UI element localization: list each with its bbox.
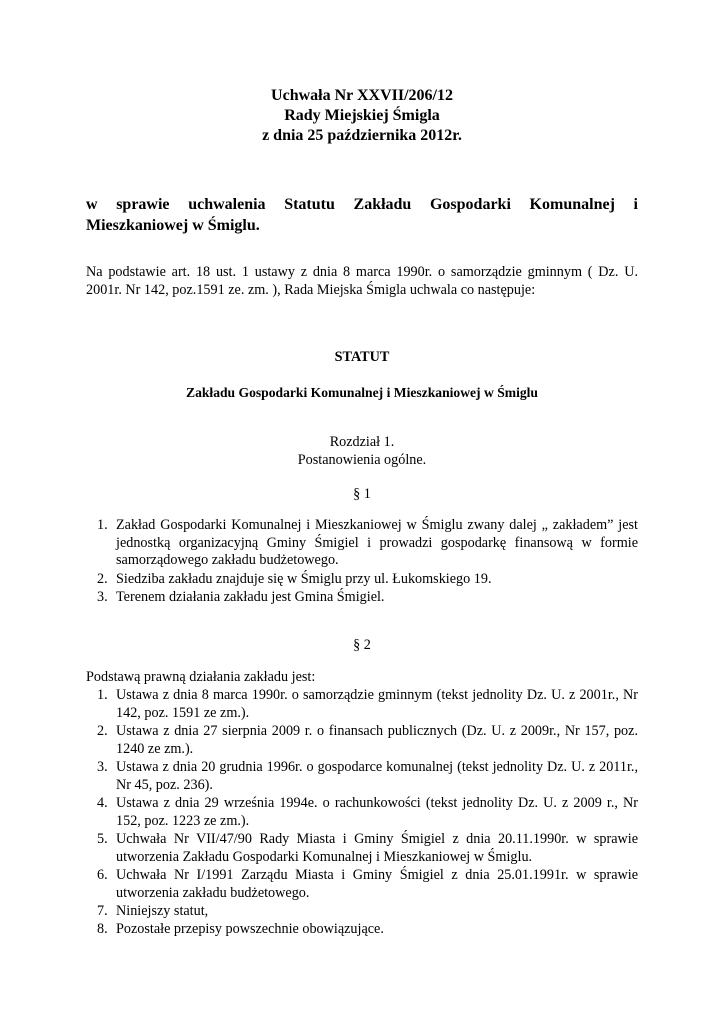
council-name: Rady Miejskiej Śmigla: [284, 107, 440, 124]
resolution-number: Uchwała Nr XXVII/206/12: [271, 87, 453, 104]
section-2-list: [86, 686, 638, 938]
list-item: 3. Ustawa z dnia 20 grudnia 1996r. o gospodarce komunalnej (tekst jednolity Dz. U. z 2011r., Nr 45, poz. 236).: [97, 759, 638, 793]
section-2-intro: Podstawą prawną działania zakładu jest:: [86, 669, 316, 685]
list-item: 7. Niniejszy statut,: [97, 903, 209, 919]
legal-basis-paragraph: Na podstawie art. 18 ust. 1 ustawy z dnia 8 marca 1990r. o samorządzie gminnym ( Dz. U. 2001r. Nr 142, poz.1591 ze. zm. ), Rada Miejska Śmigla uchwala co następuje:: [86, 264, 638, 298]
statute-subtitle: Zakładu Gospodarki Komunalnej i Mieszkaniowej w Śmiglu: [186, 385, 538, 400]
section-2-mark: § 2: [353, 637, 371, 653]
resolution-date: z dnia 25 października 2012r.: [262, 127, 462, 144]
list-item: 6. Uchwała Nr I/1991 Zarządu Miasta i Gminy Śmigiel z dnia 25.01.1991r. w sprawie utworzenia zakładu budżetowego.: [97, 867, 638, 901]
list-item: 2. Ustawa z dnia 27 sierpnia 2009 r. o finansach publicznych (Dz. U. z 2009r., Nr 157, poz. 1240 ze zm.).: [97, 723, 638, 757]
list-item: 5. Uchwała Nr VII/47/90 Rady Miasta i Gminy Śmigiel z dnia 20.11.1990r. w sprawie utworzenia Zakładu Gospodarki Komunalnej i Mieszkaniowej w Śmiglu.: [97, 831, 638, 865]
statute-title: STATUT: [334, 349, 390, 365]
chapter-name: Postanowienia ogólne.: [297, 452, 427, 468]
list-item: 1. Zakład Gospodarki Komunalnej i Mieszkaniowej w Śmiglu zwany dalej „ zakładem” jest jednostką organizacyjną Gminy Śmigiel i prowadzi gospodarkę finansową w formie samorządowego zakładu budżetowego.: [97, 517, 638, 568]
resolution-subject: w sprawie uchwalenia Statutu Zakładu Gospodarki Komunalnej i Mieszkaniowej w Śmiglu.: [86, 196, 638, 234]
list-item: 4. Ustawa z dnia 29 września 1994e. o rachunkowości (tekst jednolity Dz. U. z 2009 r., Nr 152, poz. 1223 ze zm.).: [97, 795, 638, 829]
section-1-mark: § 1: [353, 486, 371, 502]
list-item: 2. Siedziba zakładu znajduje się w Śmiglu przy ul. Łukomskiego 19.: [97, 570, 492, 587]
list-item: 3. Terenem działania zakładu jest Gmina Śmigiel.: [97, 588, 385, 605]
section-1-list: [86, 517, 638, 606]
list-item: 1. Ustawa z dnia 8 marca 1990r. o samorządzie gminnym (tekst jednolity Dz. U. z 2001r., Nr 142, poz. 1591 ze zm.).: [97, 687, 638, 721]
chapter-number: Rozdział 1.: [329, 434, 395, 450]
list-item: 8. Pozostałe przepisy powszechnie obowiązujące.: [97, 921, 384, 937]
resolution-header: [86, 86, 638, 146]
